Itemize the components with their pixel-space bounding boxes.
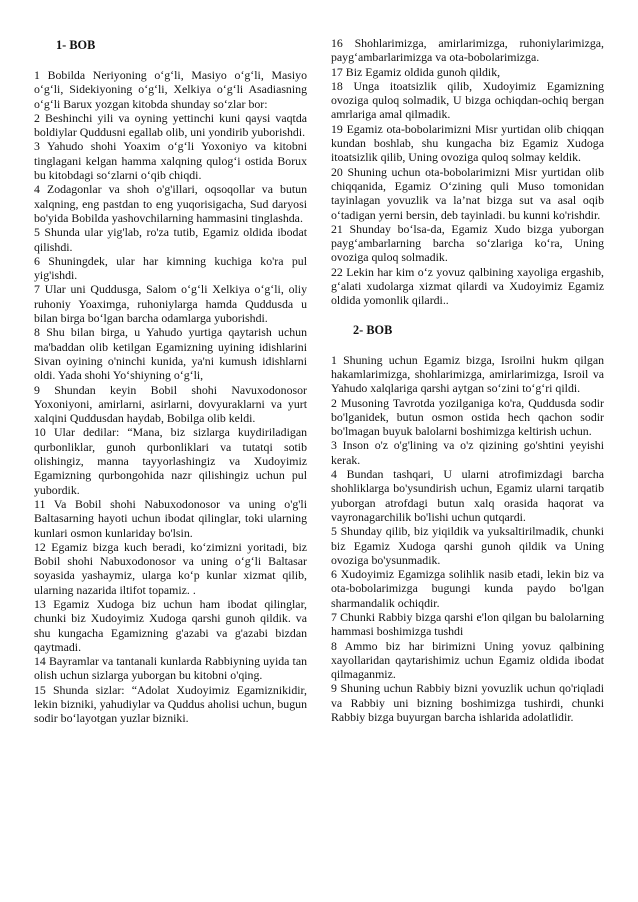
verse-2-7: 7 Chunki Rabbiy bizga qarshi e'lon qilgan bu balolarning hammasi boshimizga tushdi xyxy=(331,609,604,639)
verse-2-6: 6 Xudoyimiz Egamizga solihlik nasib etadi, lekin biz va ota-bobolarimizga bugungi kunda paydo bo'lgan sharmandalik ochiqdir. xyxy=(331,567,604,610)
verse-2-2: 2 Musoning Tavrotda yozilganiga ko'ra, Quddusda sodir bo'lganidek, butun osmon ostida hech qachon sodir bo'lmagan buyuk balolarni boshimizga keltirish uchun. xyxy=(331,395,604,439)
verse-1-12: 12 Egamiz bizga kuch beradi, ko‘zimizni yoritadi, biz Bobil shohi Nabuxodonosor va uning o‘g‘li Baltasar soyasida yashaymiz, ularga ko‘p kunlar xizmat qilib, ularning nazarida iltifot topamiz. . xyxy=(34,539,307,597)
verse-1-18: 18 Unga itoatsizlik qilib, Xudoyimiz Egamizning ovoziga quloq solmadik, U bizga ochiqdan-ochiq bergan amrlariga amal qilmadik. xyxy=(331,78,604,122)
verse-1-4: 4 Zodagonlar va shoh o'g'illari, oqsoqollar va butun xalqning, eng pastdan to eng yuqorisigacha, Sud daryosi bo'yida Bobilda yashovchilarning hammasini tinglashda. xyxy=(34,182,307,225)
verse-1-2: 2 Beshinchi yili va oyning yettinchi kuni qaysi vaqtda boldiylar Quddusni egallab olib, uni yondirib yuborishdi. xyxy=(34,110,307,140)
verse-1-3: 3 Yahudo shohi Yoaxim o‘g‘li Yoxoniyo va kitobni tinglagani kelgan hamma xalqning qulog‘i ostida Borux bu kitobdagi so‘zlarni o‘qib chiqdi. xyxy=(34,139,307,183)
verse-1-1: 1 Bobilda Neriyoning o‘g‘li, Masiyo o‘g‘li, Masiyo o‘g‘li, Sidekiyoning o‘g‘li, Xelkiya o‘g‘li Asadiasning o‘g‘li Barux yozgan kitobda shunday so‘zlar bor: xyxy=(34,68,307,111)
verse-1-14: 14 Bayramlar va tantanali kunlarda Rabbiyning uyida tan olish uchun sizlarga yuborgan bu kitobni o'qing. xyxy=(34,654,307,683)
verse-2-9: 9 Shuning uchun Rabbiy bizni yovuzlik uchun qo'riqladi va Rabbiy uni bizning boshimizga tushirdi, chunki Rabbiy bizga buyurgan barcha ishlarida adolatlidir. xyxy=(331,681,604,725)
verse-1-19: 19 Egamiz ota-bobolarimizni Misr yurtidan olib chiqqan kundan boshlab, shu kungacha biz Egamiz Xudoga itoatsizlik qilib, Uning ovoziga quloq solmay keldik. xyxy=(331,121,604,165)
chapter-1-heading: 1- BOB xyxy=(56,38,96,52)
verse-2-3: 3 Inson o'z o'g'lining va o'z qizining go'shtini yeyishi kerak. xyxy=(331,438,604,467)
chapter-2-heading: 2- BOB xyxy=(353,322,393,337)
right-column xyxy=(331,36,604,902)
verse-2-5: 5 Shunday qilib, biz yiqildik va yuksaltirilmadik, chunki biz Egamiz Xudoga qarshi gunoh qildik va Uning ovoziga bo'ysunmadik. xyxy=(331,524,604,567)
verse-1-9: 9 Shundan keyin Bobil shohi Navuxodonosor Yoxoniyoni, amirlarni, asirlarni, dovyuraklarni va yurt xalqini Quddusdan haydab, Bobilga olib keldi. xyxy=(34,382,307,426)
verse-1-16: 16 Shohlarimizga, amirlarimizga, ruhoniylarimizga, payg‘ambarlarimizga va ota-bobolarimizga. xyxy=(331,36,604,65)
verse-2-8: 8 Ammo biz har birimizni Uning yovuz qalbining xayollaridan qaytarishimiz uchun Egamiz oldida ibodat qilmaganmiz. xyxy=(331,638,604,682)
verse-1-5: 5 Shunda ular yig'lab, ro'za tutib, Egamiz oldida ibodat qilishdi. xyxy=(34,225,307,254)
verse-1-22: 22 Lekin har kim o‘z yovuz qalbining xayoliga ergashib, g‘alati xudolarga xizmat qilardi va Xudoyimiz Egamiz oldida yomonlik qilardi.. xyxy=(331,264,604,308)
verse-1-20: 20 Shuning uchun ota-bobolarimizni Misr yurtidan olib chiqqanida, Egamiz O‘zining quli Muso tomonidan tayinlagan yovuzlik va la’nat bizga sut va asal oqib o‘tadigan yerni bersin, deb tayinladi. bu kunni ko'rishdir. xyxy=(331,164,604,222)
verse-1-8: 8 Shu bilan birga, u Yahudo yurtiga qaytarish uchun ma'baddan olib ketilgan Egamizning uyining idishlarini Sivan oyining o'ninchi kunida, ya'ni kumush idishlarni oldi. Yada shohi Yo‘shiyning o‘g‘li, xyxy=(34,325,307,383)
verse-1-15: 15 Shunda sizlar: “Adolat Xudoyimiz Egamiznikidir, lekin bizniki, yahudiylar va Quddus aholisi uchun, bugun sodir bo‘layotgan yuzlar bizniki. xyxy=(34,682,307,726)
verse-1-6: 6 Shuningdek, ular har kimning kuchiga ko'ra pul yig'ishdi. xyxy=(34,253,307,283)
verse-1-10: 10 Ular dedilar: “Mana, biz sizlarga kuydiriladigan qurbonliklar, gunoh qurbonliklari va tutatqi sotib olishingiz, manna tayyorlashingiz va Xudoyimiz Egamizning qurbongohida nazr qilishingiz uchun pul yubordik. xyxy=(34,425,307,497)
verse-1-21: 21 Shunday bo‘lsa-da, Egamiz Xudo bizga yuborgan payg‘ambarlarning barcha so‘zlariga ko‘ra, Uning ovoziga quloq solmadik. xyxy=(331,221,604,265)
left-column xyxy=(34,38,307,902)
verse-1-11: 11 Va Bobil shohi Nabuxodonosor va uning o'g'li Baltasarning hayoti uchun ibodat qilinglar, toki ularning kunlari osmon kunlariday bo'lsin. xyxy=(34,496,307,540)
verse-1-7: 7 Ular uni Quddusga, Salom o‘g‘li Xelkiya o‘g‘li, oliy ruhoniy Yoaximga, ruhoniylarga hamda Quddusda u bilan birga bo‘lgan barcha odamlarga yuborishdi. xyxy=(34,282,307,326)
verse-2-4: 4 Bundan tashqari, U ularni atrofimizdagi barcha shohliklarga bo'ysundirish uchun, Egamiz ularni tarqatib yuborgan atrofdagi butun xalq orasida haqorat va vayronagarchilik bo'lishi uchun qutqardi. xyxy=(331,467,604,524)
verse-2-1: 1 Shuning uchun Egamiz bizga, Isroilni hukm qilgan hakamlarimizga, shohlarimizga, amirlarimizga, Isroil va Yahudo xalqlariga qarshi aytgan so‘zini to‘g‘ri qildi. xyxy=(331,352,604,396)
verse-1-17: 17 Biz Egamiz oldida gunoh qildik, xyxy=(331,64,501,79)
verse-1-13: 13 Egamiz Xudoga biz uchun ham ibodat qilinglar, chunki biz Xudoyimiz Xudoga qarshi gunoh qildik. va shu kungacha Egamizning g'azabi va g'azabi bizdan qaytmadi. xyxy=(34,596,307,654)
